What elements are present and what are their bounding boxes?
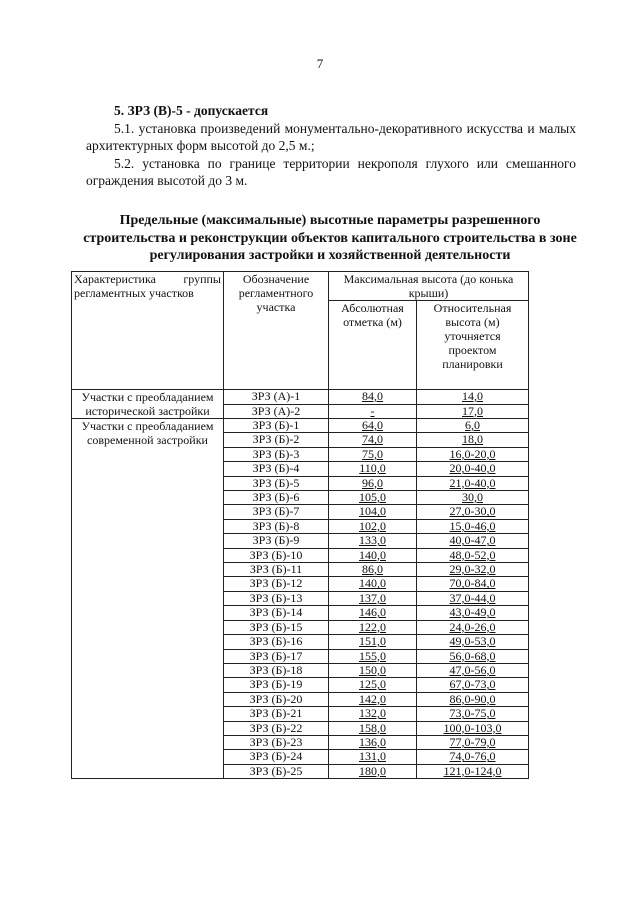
header-characteristic-left: Характеристика — [74, 272, 156, 286]
relative-cell: 100,0-103,0 — [417, 721, 529, 735]
absolute-cell: 140,0 — [329, 548, 417, 562]
code-cell: ЗРЗ (Б)-20 — [224, 692, 329, 706]
absolute-cell: 122,0 — [329, 620, 417, 634]
section-zrz-v5 — [86, 102, 576, 190]
header-characteristic-line2: регламентных участков — [74, 286, 194, 300]
relative-cell: 18,0 — [417, 433, 529, 447]
code-cell: ЗРЗ (Б)-3 — [224, 447, 329, 461]
height-parameters-table — [71, 271, 529, 779]
relative-cell: 47,0-56,0 — [417, 663, 529, 677]
absolute-cell: 137,0 — [329, 591, 417, 605]
table-title: Предельные (максимальные) высотные параметры разрешенного строительства и реконструкции объектов капитального строительства в зоне регулирования застройки и хозяйственной деятельности — [83, 213, 577, 263]
relative-cell: 14,0 — [417, 390, 529, 405]
absolute-cell: 104,0 — [329, 505, 417, 519]
header-relative: Относительная высота (м) уточняется проектом планировки — [417, 301, 529, 390]
absolute-cell: 86,0 — [329, 563, 417, 577]
absolute-cell: 133,0 — [329, 534, 417, 548]
relative-cell: 40,0-47,0 — [417, 534, 529, 548]
code-cell: ЗРЗ (Б)-15 — [224, 620, 329, 634]
relative-cell: 86,0-90,0 — [417, 692, 529, 706]
section-item-5-2: 5.2. установка по границе территории некрополя глухого или смешанного ограждения высотой до 3 м. — [86, 155, 576, 188]
absolute-cell: 150,0 — [329, 663, 417, 677]
relative-cell: 21,0-40,0 — [417, 476, 529, 490]
code-cell: ЗРЗ (А)-2 — [224, 404, 329, 419]
relative-cell: 24,0-26,0 — [417, 620, 529, 634]
header-characteristic-right: группы — [183, 272, 221, 286]
absolute-cell: 132,0 — [329, 707, 417, 721]
code-cell: ЗРЗ (Б)-22 — [224, 721, 329, 735]
absolute-cell: 151,0 — [329, 635, 417, 649]
relative-cell: 74,0-76,0 — [417, 750, 529, 764]
absolute-cell: 102,0 — [329, 519, 417, 533]
header-designation: Обозначение регламентного участка — [224, 272, 329, 390]
code-cell: ЗРЗ (Б)-10 — [224, 548, 329, 562]
group-label: Участки с преобладанием современной застройки — [72, 419, 224, 779]
page-number: 7 — [316, 56, 324, 71]
absolute-cell: 74,0 — [329, 433, 417, 447]
header-max-height: Максимальная высота (до конька крыши) — [329, 272, 529, 301]
absolute-cell: 64,0 — [329, 419, 417, 433]
code-cell: ЗРЗ (Б)-8 — [224, 519, 329, 533]
absolute-cell: 136,0 — [329, 735, 417, 749]
code-cell: ЗРЗ (Б)-14 — [224, 606, 329, 620]
relative-cell: 73,0-75,0 — [417, 707, 529, 721]
code-cell: ЗРЗ (Б)-12 — [224, 577, 329, 591]
relative-cell: 37,0-44,0 — [417, 591, 529, 605]
code-cell: ЗРЗ (Б)-13 — [224, 591, 329, 605]
relative-cell: 30,0 — [417, 491, 529, 505]
code-cell: ЗРЗ (Б)-11 — [224, 563, 329, 577]
code-cell: ЗРЗ (Б)-2 — [224, 433, 329, 447]
code-cell: ЗРЗ (Б)-17 — [224, 649, 329, 663]
code-cell: ЗРЗ (Б)-24 — [224, 750, 329, 764]
absolute-cell: 131,0 — [329, 750, 417, 764]
absolute-cell: 84,0 — [329, 390, 417, 405]
code-cell: ЗРЗ (Б)-7 — [224, 505, 329, 519]
absolute-cell: 142,0 — [329, 692, 417, 706]
absolute-cell: 180,0 — [329, 764, 417, 778]
table-body — [72, 390, 529, 779]
relative-cell: 43,0-49,0 — [417, 606, 529, 620]
relative-cell: 77,0-79,0 — [417, 735, 529, 749]
relative-cell: 49,0-53,0 — [417, 635, 529, 649]
absolute-cell: 140,0 — [329, 577, 417, 591]
table-row — [72, 390, 529, 405]
relative-cell: 15,0-46,0 — [417, 519, 529, 533]
relative-cell: 16,0-20,0 — [417, 447, 529, 461]
absolute-cell: 125,0 — [329, 678, 417, 692]
header-characteristic — [72, 272, 224, 390]
code-cell: ЗРЗ (Б)-25 — [224, 764, 329, 778]
relative-cell: 17,0 — [417, 404, 529, 419]
relative-cell: 20,0-40,0 — [417, 462, 529, 476]
relative-cell: 70,0-84,0 — [417, 577, 529, 591]
code-cell: ЗРЗ (Б)-1 — [224, 419, 329, 433]
relative-cell: 121,0-124,0 — [417, 764, 529, 778]
section-title: 5. ЗРЗ (В)-5 - допускается — [114, 103, 269, 118]
relative-cell: 29,0-32,0 — [417, 563, 529, 577]
absolute-cell: 158,0 — [329, 721, 417, 735]
absolute-cell: 75,0 — [329, 447, 417, 461]
code-cell: ЗРЗ (А)-1 — [224, 390, 329, 405]
code-cell: ЗРЗ (Б)-21 — [224, 707, 329, 721]
absolute-cell: 110,0 — [329, 462, 417, 476]
absolute-cell: 155,0 — [329, 649, 417, 663]
code-cell: ЗРЗ (Б)-4 — [224, 462, 329, 476]
absolute-cell: 105,0 — [329, 491, 417, 505]
relative-cell: 56,0-68,0 — [417, 649, 529, 663]
code-cell: ЗРЗ (Б)-9 — [224, 534, 329, 548]
relative-cell: 27,0-30,0 — [417, 505, 529, 519]
absolute-cell: - — [329, 404, 417, 419]
code-cell: ЗРЗ (Б)-19 — [224, 678, 329, 692]
absolute-cell: 96,0 — [329, 476, 417, 490]
code-cell: ЗРЗ (Б)-23 — [224, 735, 329, 749]
section-item-5-1: 5.1. установка произведений монументально-декоративного искусства и малых архитектурных форм высотой до 2,5 м.; — [86, 120, 576, 153]
relative-cell: 48,0-52,0 — [417, 548, 529, 562]
header-absolute: Абсолютная отметка (м) — [329, 301, 417, 390]
code-cell: ЗРЗ (Б)-5 — [224, 476, 329, 490]
relative-cell: 6,0 — [417, 419, 529, 433]
group-label: Участки с преобладанием исторической застройки — [72, 390, 224, 419]
absolute-cell: 146,0 — [329, 606, 417, 620]
code-cell: ЗРЗ (Б)-6 — [224, 491, 329, 505]
code-cell: ЗРЗ (Б)-18 — [224, 663, 329, 677]
table-row — [72, 419, 529, 433]
code-cell: ЗРЗ (Б)-16 — [224, 635, 329, 649]
relative-cell: 67,0-73,0 — [417, 678, 529, 692]
